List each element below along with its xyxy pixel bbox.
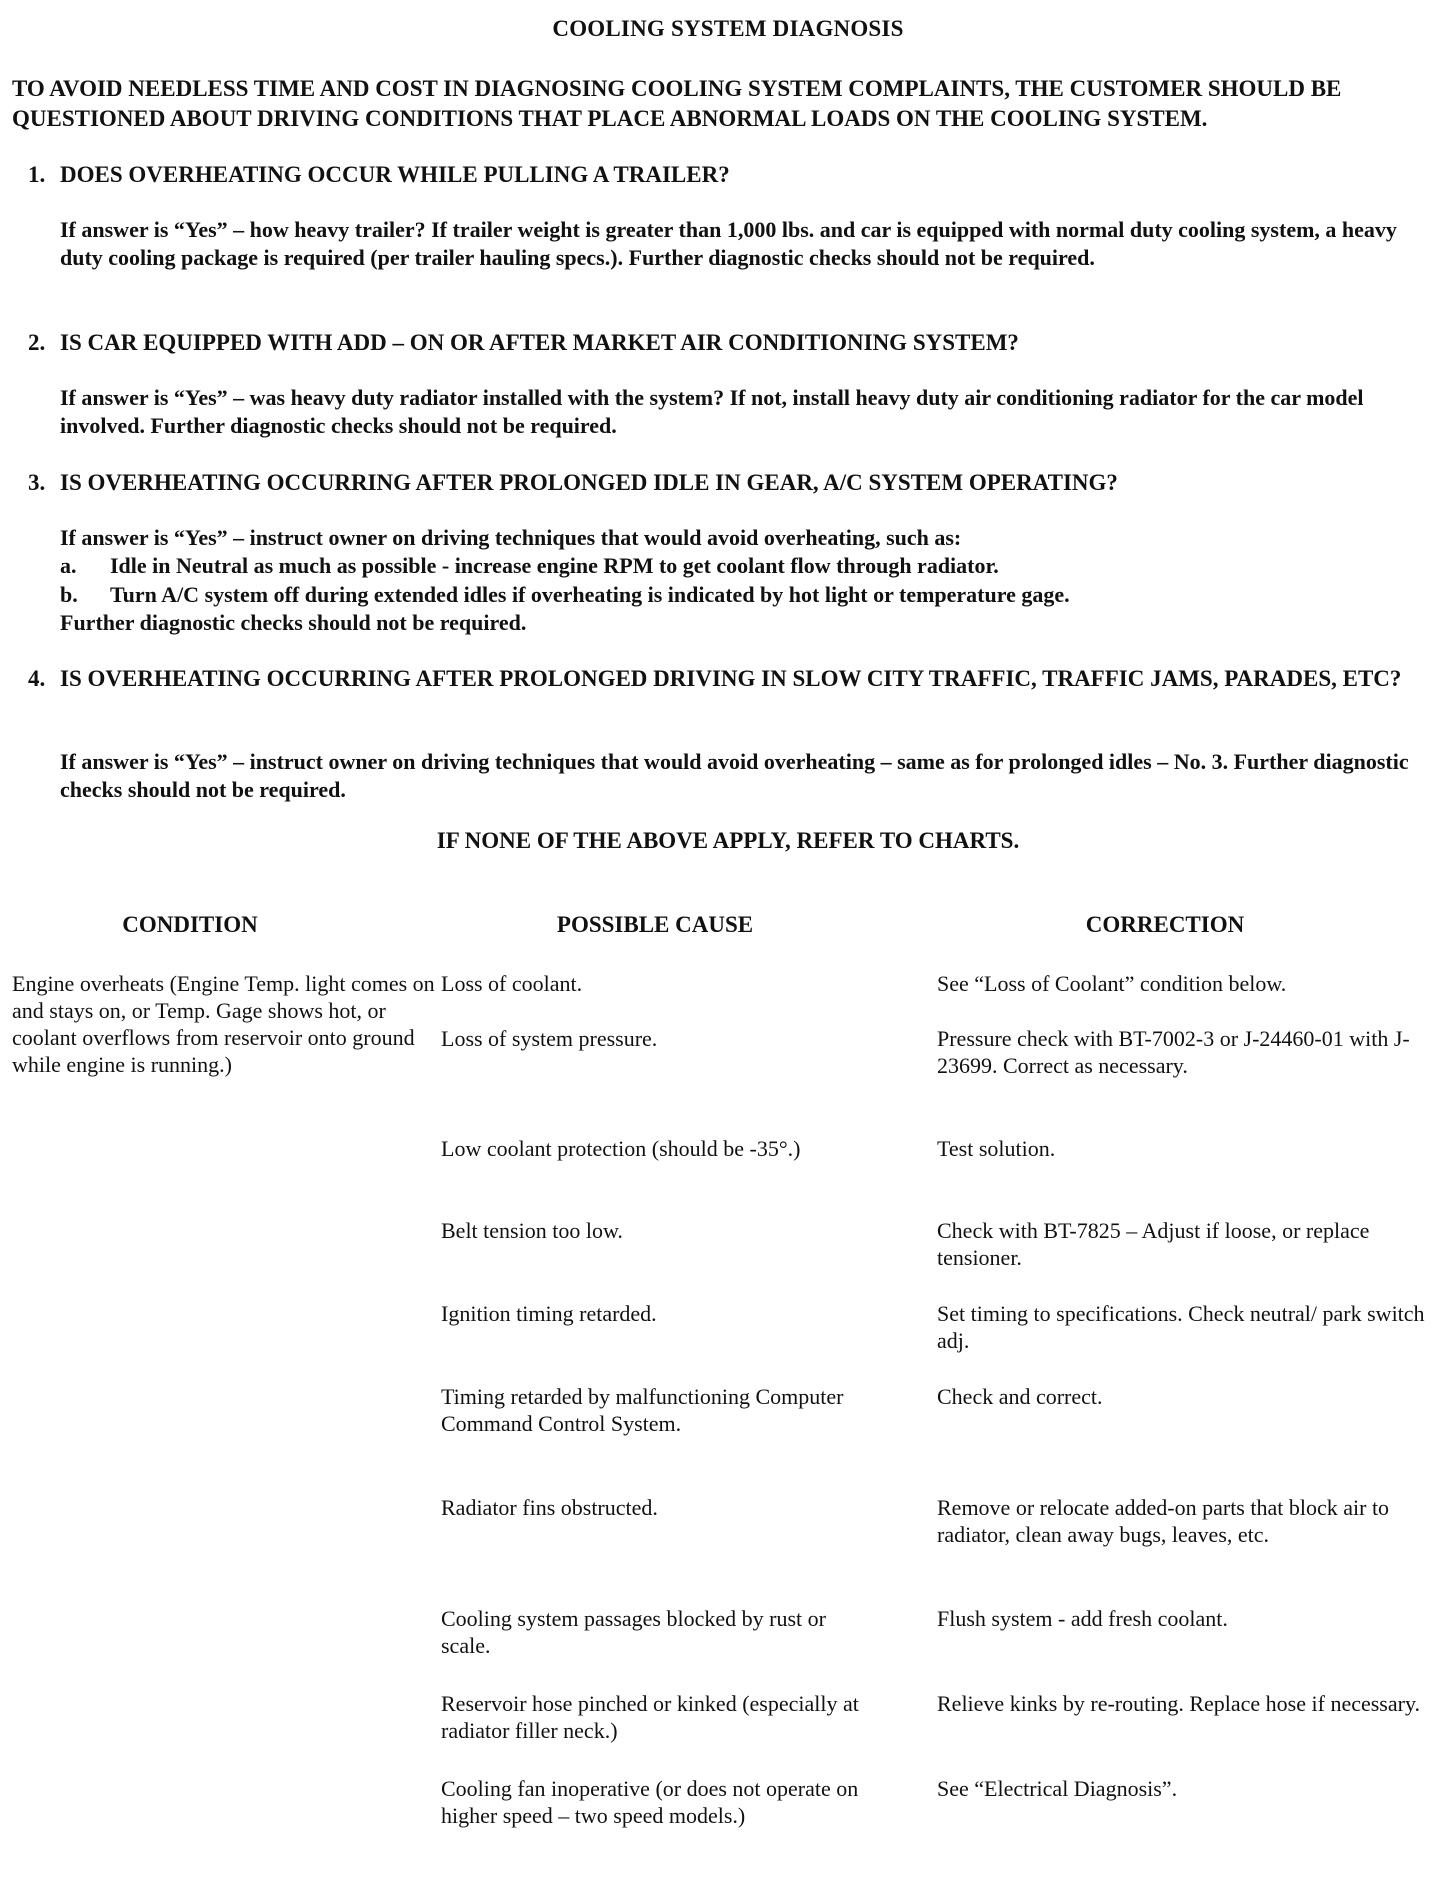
cause-cell: Radiator fins obstructed. [441,1495,658,1520]
intro-paragraph: TO AVOID NEEDLESS TIME AND COST IN DIAGNOSING COOLING SYSTEM COMPLAINTS, THE CUSTOMER SHOULD BE QUESTIONED ABOUT DRIVING CONDITIONS THAT PLACE ABNORMAL LOADS ON THE COOLING SYSTEM. [12,76,1342,131]
question-text: IS OVERHEATING OCCURRING AFTER PROLONGED DRIVING IN SLOW CITY TRAFFIC, TRAFFIC JAMS, PARADES, ETC? [60,666,1402,691]
answer-4: If answer is “Yes” – instruct owner on driving techniques that would avoid overheating – same as for prolonged idles – No. 3. Further diagnostic checks should not be required. [60,749,1409,802]
page-title: COOLING SYSTEM DIAGNOSIS [552,16,904,41]
correction-cell: See “Electrical Diagnosis”. [937,1776,1178,1801]
cause-cell: Cooling fan inoperative (or does not operate on higher speed – two speed models.) [441,1776,859,1828]
question-number: 1. [28,162,46,187]
answer-3: If answer is “Yes” – instruct owner on driving techniques that would avoid overheating, such as: [60,525,962,550]
correction-cell: Check with BT-7825 – Adjust if loose, or replace tensioner. [937,1218,1370,1270]
question-number: 4. [28,666,46,691]
correction-cell: Flush system - add fresh coolant. [937,1606,1228,1631]
question-text: DOES OVERHEATING OCCUR WHILE PULLING A TRAILER? [60,162,730,187]
correction-cell: See “Loss of Coolant” condition below. [937,971,1287,996]
subitem-text: Turn A/C system off during extended idles if overheating is indicated by hot light or temperature gage. [110,582,1070,607]
question-text: IS CAR EQUIPPED WITH ADD – ON OR AFTER MARKET AIR CONDITIONING SYSTEM? [60,330,1019,355]
correction-cell: Pressure check with BT-7002-3 or J-24460-01 with J-23699. Correct as necessary. [937,1026,1410,1078]
subitem-text: Idle in Neutral as much as possible - increase engine RPM to get coolant flow through radiator. [110,553,999,578]
correction-cell: Test solution. [937,1136,1056,1161]
cause-cell: Loss of system pressure. [441,1026,658,1051]
cause-cell: Ignition timing retarded. [441,1301,657,1326]
cause-cell: Timing retarded by malfunctioning Computer Command Control System. [441,1384,844,1436]
column-header-correction: CORRECTION [1085,912,1245,937]
correction-cell: Check and correct. [937,1384,1103,1409]
refer-to-charts: IF NONE OF THE ABOVE APPLY, REFER TO CHARTS. [436,828,1020,853]
correction-cell: Set timing to specifications. Check neutral/ park switch adj. [937,1301,1425,1353]
question-number: 2. [28,330,46,355]
cause-cell: Low coolant protection (should be -35°.) [441,1136,801,1161]
column-header-cause: POSSIBLE CAUSE [556,912,754,937]
answer-2: If answer is “Yes” – was heavy duty radiator installed with the system? If not, install heavy duty air conditioning radiator for the car model involved. Further diagnostic checks should not be required. [60,385,1364,438]
cause-cell: Cooling system passages blocked by rust or scale. [441,1606,826,1658]
cause-cell: Loss of coolant. [441,971,583,996]
question-text: IS OVERHEATING OCCURRING AFTER PROLONGED IDLE IN GEAR, A/C SYSTEM OPERATING? [60,470,1118,495]
answer-1: If answer is “Yes” – how heavy trailer? If trailer weight is greater than 1,000 lbs. and car is equipped with normal duty cooling system, a heavy duty cooling package is required (per trailer hauling specs.). Further diagnostic checks should not be required. [60,217,1397,270]
correction-cell: Remove or relocate added-on parts that block air to radiator, clean away bugs, leaves, etc. [937,1495,1390,1547]
subitem-letter: b. [60,582,78,607]
cause-cell: Reservoir hose pinched or kinked (especially at radiator filler neck.) [441,1691,859,1743]
correction-cell: Relieve kinks by re-routing. Replace hose if necessary. [937,1691,1421,1716]
condition-text: Engine overheats (Engine Temp. light comes on and stays on, or Temp. Gage shows hot, or coolant overflows from reservoir onto ground while engine is running.) [12,971,435,1077]
column-header-condition: CONDITION [122,912,258,937]
cause-cell: Belt tension too low. [441,1218,623,1243]
subitem-letter: a. [60,553,77,578]
question-number: 3. [28,470,46,495]
answer-3-closing: Further diagnostic checks should not be required. [60,610,527,635]
